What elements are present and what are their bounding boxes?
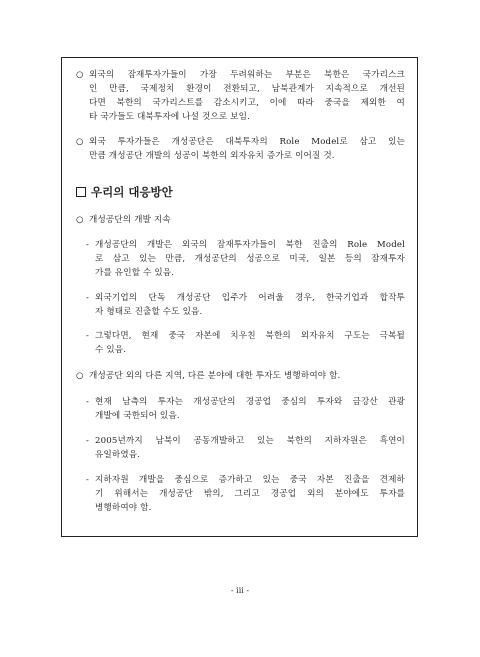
text-line: 외국의 잠재투자가들이 가장 두려워하는 부분은 북한은 국가리스크 [89,70,405,80]
text-line: 개성공단의 개발 지속 [89,215,171,225]
paragraph-text [95,329,405,357]
text-line: 기 위해서는 개성공단 밖의, 그리고 경공업 외의 분야에도 투자를 [95,489,405,499]
text-line: 개성공단 외의 다른 지역, 다른 분야에 대한 투자도 병행하여야 함. [89,371,341,381]
page-number: - iii - [230,586,250,595]
circle-bullet-icon: ○ [76,137,84,147]
dash-bullet: - [86,293,89,303]
dash-bullet: - [86,475,89,485]
text-line: 개성공단의 개발은 외국의 잠재투자가들이 북한 진출의 Role Model [95,240,405,250]
paragraph-text [95,238,405,280]
text-line: 현재 남측의 투자는 개성공단의 경공업 중심의 투자와 금강산 관광 [95,397,405,407]
text-line: 개발에 국한되어 있음. [95,411,180,421]
text-line: 인 만큼, 국제정치 환경이 전환되고, 남북관계가 지속적으로 개선된 [89,84,405,94]
text-line: 타 국가들도 대북투자에 나설 것으로 보임. [89,112,250,122]
text-line: 지하자원 개발을 중심으로 증가하고 있는 중국 자본 진출을 견제하 [95,475,405,485]
square-bullet-icon [76,187,86,197]
circle-bullet-icon: ○ [76,70,84,80]
paragraph-text [95,434,405,462]
paragraph-text [89,369,405,383]
circle-bullet-icon: ○ [76,371,84,381]
text-line: 그렇다면, 현재 중국 자본에 치우친 북한의 외자유치 구도는 극복될 [95,331,405,341]
text-line: 다면 북한의 국가리스트를 감소시키고, 이에 따라 중국을 제외한 여 [89,98,405,108]
text-line: 로 삼고 있는 만큼, 개성공단의 성공으로 미국, 일본 등의 잠재투자 [95,254,405,264]
text-line: 유일하였음. [95,450,141,460]
paragraph-text [89,213,405,227]
text-line: 수 있음. [95,345,127,355]
paragraph-text [89,68,405,124]
text-line: 외국기업의 단독 개성공단 입주가 어려울 경우, 한국기업과 합작투 [95,293,405,303]
dash-bullet: - [86,240,89,250]
section-heading-text: 우리의 대응방안 [91,185,173,199]
paragraph-text [95,395,405,423]
text-line: 가를 유인할 수 있음. [95,268,175,278]
paragraph-text [95,291,405,319]
paragraph-text [95,473,405,515]
text-line: 자 형태로 진출할 수도 있음. [95,307,203,317]
dash-bullet: - [86,397,89,407]
text-line: 2005년까지 남북이 공동개발하고 있는 북한의 지하자원은 흑연이 [95,436,405,446]
dash-bullet: - [86,331,89,341]
text-line: 병행하여야 함. [95,503,152,513]
paragraph-text [89,135,405,163]
circle-bullet-icon: ○ [76,215,84,225]
dash-bullet: - [86,436,89,446]
section-heading [76,184,173,200]
content-frame [61,57,418,537]
text-line: 외국 투자가들은 개성공단은 대북투자의 Role Model로 삼고 있는 [89,137,405,147]
text-line: 만큼 개성공단 개발의 성공이 북한의 외자유치 증가로 이어질 것. [89,151,335,161]
